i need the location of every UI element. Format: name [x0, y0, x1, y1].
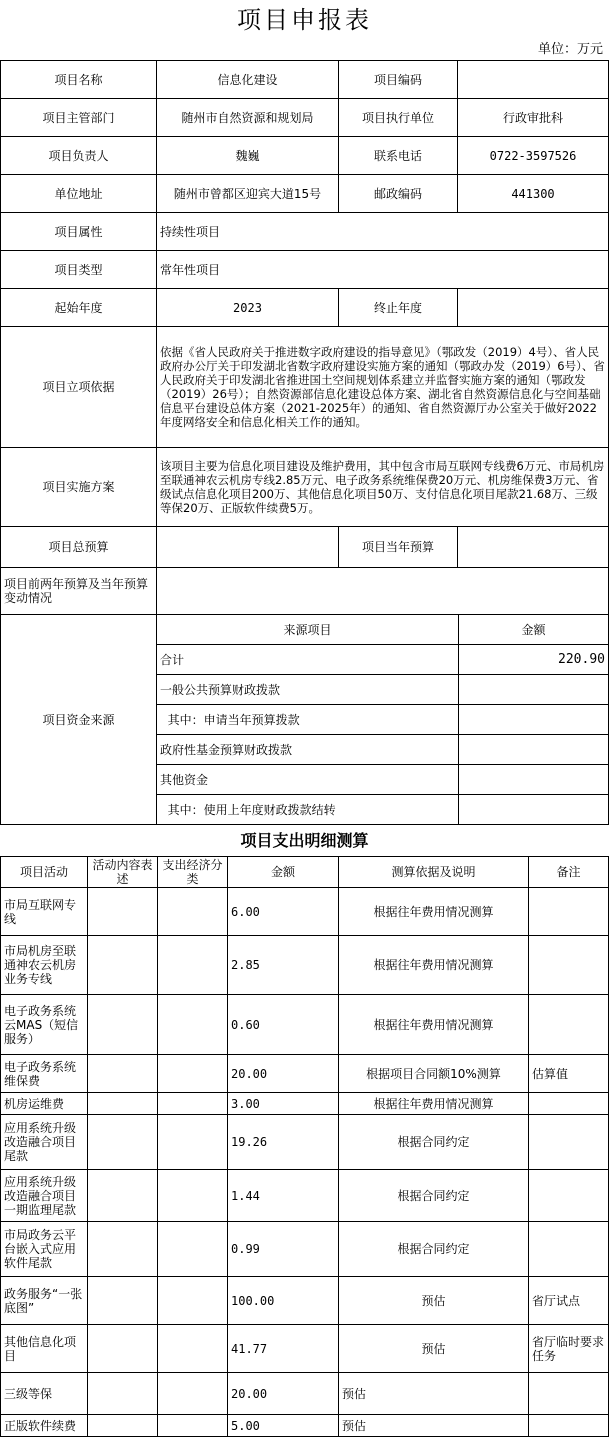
funding-source: 其中：申请当年预算拨款 — [157, 705, 459, 735]
detail-section-title: 项目支出明细测算 — [240, 831, 369, 850]
value-dept: 随州市自然资源和规划局 — [157, 99, 339, 137]
cell-class — [158, 995, 228, 1055]
row-owner — [1, 137, 609, 175]
cell-content — [88, 1115, 158, 1170]
unit-label: 单位：万元 — [537, 42, 603, 57]
cell-activity: 市局互联网专线 — [1, 888, 88, 936]
row-years — [1, 289, 609, 327]
cell-content — [88, 1325, 158, 1373]
cell-amount: 0.60 — [228, 995, 339, 1055]
header-amount: 金额 — [228, 857, 339, 888]
cell-content — [88, 1093, 158, 1115]
cell-amount: 20.00 — [228, 1055, 339, 1093]
cell-note — [529, 1093, 609, 1115]
cell-amount: 0.99 — [228, 1222, 339, 1277]
label-total: 项目总预算 — [1, 527, 157, 568]
cell-content — [88, 1170, 158, 1222]
cell-activity: 其他信息化项目 — [1, 1325, 88, 1373]
value-plan: 该项目主要为信息化项目建设及维护费用，其中包含市局互联网专线费6万元、市局机房至联通神农云机房专线2.85万元、电子政务系统维保费20万元、机房维保费3万元、省级试点信息化项目200万、其他信息化项目50万、支付信息化项目尾款21.68万、三级等保20万、正版软件续费5万。 — [157, 448, 609, 527]
row-change — [1, 568, 609, 615]
funding-amount: 220.90 — [459, 645, 609, 675]
row-type — [1, 251, 609, 289]
cell-activity: 市局政务云平台嵌入式应用软件尾款 — [1, 1222, 88, 1277]
table-row — [1, 1277, 609, 1325]
value-start: 2023 — [157, 289, 339, 327]
cell-class — [158, 1415, 228, 1437]
row-name — [1, 61, 609, 99]
table-row — [1, 1093, 609, 1115]
cell-amount: 6.00 — [228, 888, 339, 936]
cell-note — [529, 888, 609, 936]
funding-source: 其中：使用上年度财政拨款结转 — [157, 795, 459, 825]
cell-basis: 预估 — [339, 1373, 529, 1415]
row-plan — [1, 448, 609, 527]
cell-activity: 电子政务系统维保费 — [1, 1055, 88, 1093]
label-start: 起始年度 — [1, 289, 157, 327]
table-row — [1, 1415, 609, 1437]
funding-col-amount: 金额 — [459, 615, 609, 645]
label-change: 项目前两年预算及当年预算变动情况 — [1, 568, 157, 615]
label-addr: 单位地址 — [1, 175, 157, 213]
table-row — [1, 1055, 609, 1093]
label-type: 项目类型 — [1, 251, 157, 289]
cell-content — [88, 1222, 158, 1277]
cell-note — [529, 1170, 609, 1222]
value-name: 信息化建设 — [157, 61, 339, 99]
cell-content — [88, 995, 158, 1055]
cell-basis: 根据合同约定 — [339, 1222, 529, 1277]
table-row — [1, 1373, 609, 1415]
cell-class — [158, 1170, 228, 1222]
table-row — [1, 888, 609, 936]
value-owner: 魏巍 — [157, 137, 339, 175]
cell-basis: 根据合同约定 — [339, 1115, 529, 1170]
funding-header-row — [1, 615, 609, 645]
funding-amount — [459, 675, 609, 705]
funding-col-source: 来源项目 — [157, 615, 459, 645]
cell-content — [88, 1277, 158, 1325]
cell-activity: 应用系统升级改造融合项目尾款 — [1, 1115, 88, 1170]
value-exec: 行政审批科 — [458, 99, 609, 137]
table-row — [1, 995, 609, 1055]
funding-amount — [459, 735, 609, 765]
cell-class — [158, 1373, 228, 1415]
funding-amount — [459, 705, 609, 735]
row-addr — [1, 175, 609, 213]
label-owner: 项目负责人 — [1, 137, 157, 175]
cell-note: 估算值 — [529, 1055, 609, 1093]
cell-basis: 预估 — [339, 1277, 529, 1325]
cell-basis: 根据往年费用情况测算 — [339, 888, 529, 936]
cell-activity: 政务服务“一张底图” — [1, 1277, 88, 1325]
value-code — [458, 61, 609, 99]
cell-content — [88, 1373, 158, 1415]
detail-table — [0, 856, 609, 1437]
funding-source: 一般公共预算财政拨款 — [157, 675, 459, 705]
cell-content — [88, 1415, 158, 1437]
cell-amount: 20.00 — [228, 1373, 339, 1415]
cell-content — [88, 1055, 158, 1093]
cell-amount: 41.77 — [228, 1325, 339, 1373]
cell-note: 省厅试点 — [529, 1277, 609, 1325]
cell-activity: 市局机房至联通神农云机房业务专线 — [1, 936, 88, 995]
cell-class — [158, 1325, 228, 1373]
cell-amount: 3.00 — [228, 1093, 339, 1115]
cell-class — [158, 936, 228, 995]
row-basis — [1, 327, 609, 448]
value-phone: 0722-3597526 — [458, 137, 609, 175]
cell-class — [158, 1222, 228, 1277]
funding-amount — [459, 795, 609, 825]
cell-basis: 根据项目合同额10%测算 — [339, 1055, 529, 1093]
table-row — [1, 1222, 609, 1277]
funding-table — [0, 614, 609, 825]
funding-amount — [459, 765, 609, 795]
cell-class — [158, 1055, 228, 1093]
cell-activity: 正版软件续费 — [1, 1415, 88, 1437]
label-attr: 项目属性 — [1, 213, 157, 251]
header-note: 备注 — [529, 857, 609, 888]
cell-amount: 1.44 — [228, 1170, 339, 1222]
funding-source: 政府性基金预算财政拨款 — [157, 735, 459, 765]
header-class: 支出经济分类 — [158, 857, 228, 888]
value-end — [458, 289, 609, 327]
cell-amount: 19.26 — [228, 1115, 339, 1170]
table-row — [1, 1325, 609, 1373]
value-basis: 依据《省人民政府关于推进数字政府建设的指导意见》（鄂政发（2019）4号）、省人民政府办公厅关于印发湖北省数字政府建设实施方案的通知（鄂政办发（2019）6号）、省人民政府关于印发湖北省推进国土空间规划体系建立并监督实施方案的通知（鄂政发（2019）26号）；自然资源部信息化建设总体方案、湖北省自然资源信息化与空间基础信息平台建设总体方案（2021-2025年）的通知、省自然资源厅办公室关于做好2022年度网络安全和信息化相关工作的通知。 — [157, 327, 609, 448]
cell-basis: 预估 — [339, 1415, 529, 1437]
label-year: 项目当年预算 — [339, 527, 458, 568]
label-end: 终止年度 — [339, 289, 458, 327]
cell-class — [158, 1093, 228, 1115]
cell-note — [529, 1373, 609, 1415]
header-activity: 项目活动 — [1, 857, 88, 888]
cell-class — [158, 888, 228, 936]
value-zip: 441300 — [458, 175, 609, 213]
value-total — [157, 527, 339, 568]
cell-amount: 2.85 — [228, 936, 339, 995]
value-attr: 持续性项目 — [157, 213, 609, 251]
label-dept: 项目主管部门 — [1, 99, 157, 137]
header-basis: 测算依据及说明 — [339, 857, 529, 888]
cell-basis: 根据合同约定 — [339, 1170, 529, 1222]
funding-label: 项目资金来源 — [1, 615, 157, 825]
cell-activity: 机房运维费 — [1, 1093, 88, 1115]
value-change — [157, 568, 609, 615]
cell-activity: 电子政务系统云MAS（短信服务） — [1, 995, 88, 1055]
row-dept — [1, 99, 609, 137]
funding-source: 合计 — [157, 645, 459, 675]
cell-activity: 三级等保 — [1, 1373, 88, 1415]
cell-activity: 应用系统升级改造融合项目一期监理尾款 — [1, 1170, 88, 1222]
cell-content — [88, 888, 158, 936]
cell-note — [529, 995, 609, 1055]
label-plan: 项目实施方案 — [1, 448, 157, 527]
page-title: 项目申报表 — [237, 6, 372, 34]
table-row — [1, 1170, 609, 1222]
row-budget — [1, 527, 609, 568]
cell-basis: 根据往年费用情况测算 — [339, 1093, 529, 1115]
cell-note — [529, 1415, 609, 1437]
label-exec: 项目执行单位 — [339, 99, 458, 137]
cell-content — [88, 936, 158, 995]
label-zip: 邮政编码 — [339, 175, 458, 213]
row-attr — [1, 213, 609, 251]
cell-amount: 5.00 — [228, 1415, 339, 1437]
detail-header-row — [1, 857, 609, 888]
cell-note — [529, 1222, 609, 1277]
table-row — [1, 1115, 609, 1170]
cell-basis: 根据往年费用情况测算 — [339, 995, 529, 1055]
cell-note — [529, 936, 609, 995]
funding-source: 其他资金 — [157, 765, 459, 795]
value-type: 常年性项目 — [157, 251, 609, 289]
label-code: 项目编码 — [339, 61, 458, 99]
table-row — [1, 936, 609, 995]
value-addr: 随州市曾都区迎宾大道15号 — [157, 175, 339, 213]
cell-class — [158, 1277, 228, 1325]
project-info-table — [0, 60, 609, 615]
label-basis: 项目立项依据 — [1, 327, 157, 448]
cell-note: 省厅临时要求任务 — [529, 1325, 609, 1373]
cell-basis: 根据往年费用情况测算 — [339, 936, 529, 995]
cell-amount: 100.00 — [228, 1277, 339, 1325]
header-content: 活动内容表述 — [88, 857, 158, 888]
label-name: 项目名称 — [1, 61, 157, 99]
value-year — [458, 527, 609, 568]
cell-class — [158, 1115, 228, 1170]
label-phone: 联系电话 — [339, 137, 458, 175]
cell-note — [529, 1115, 609, 1170]
cell-basis: 预估 — [339, 1325, 529, 1373]
